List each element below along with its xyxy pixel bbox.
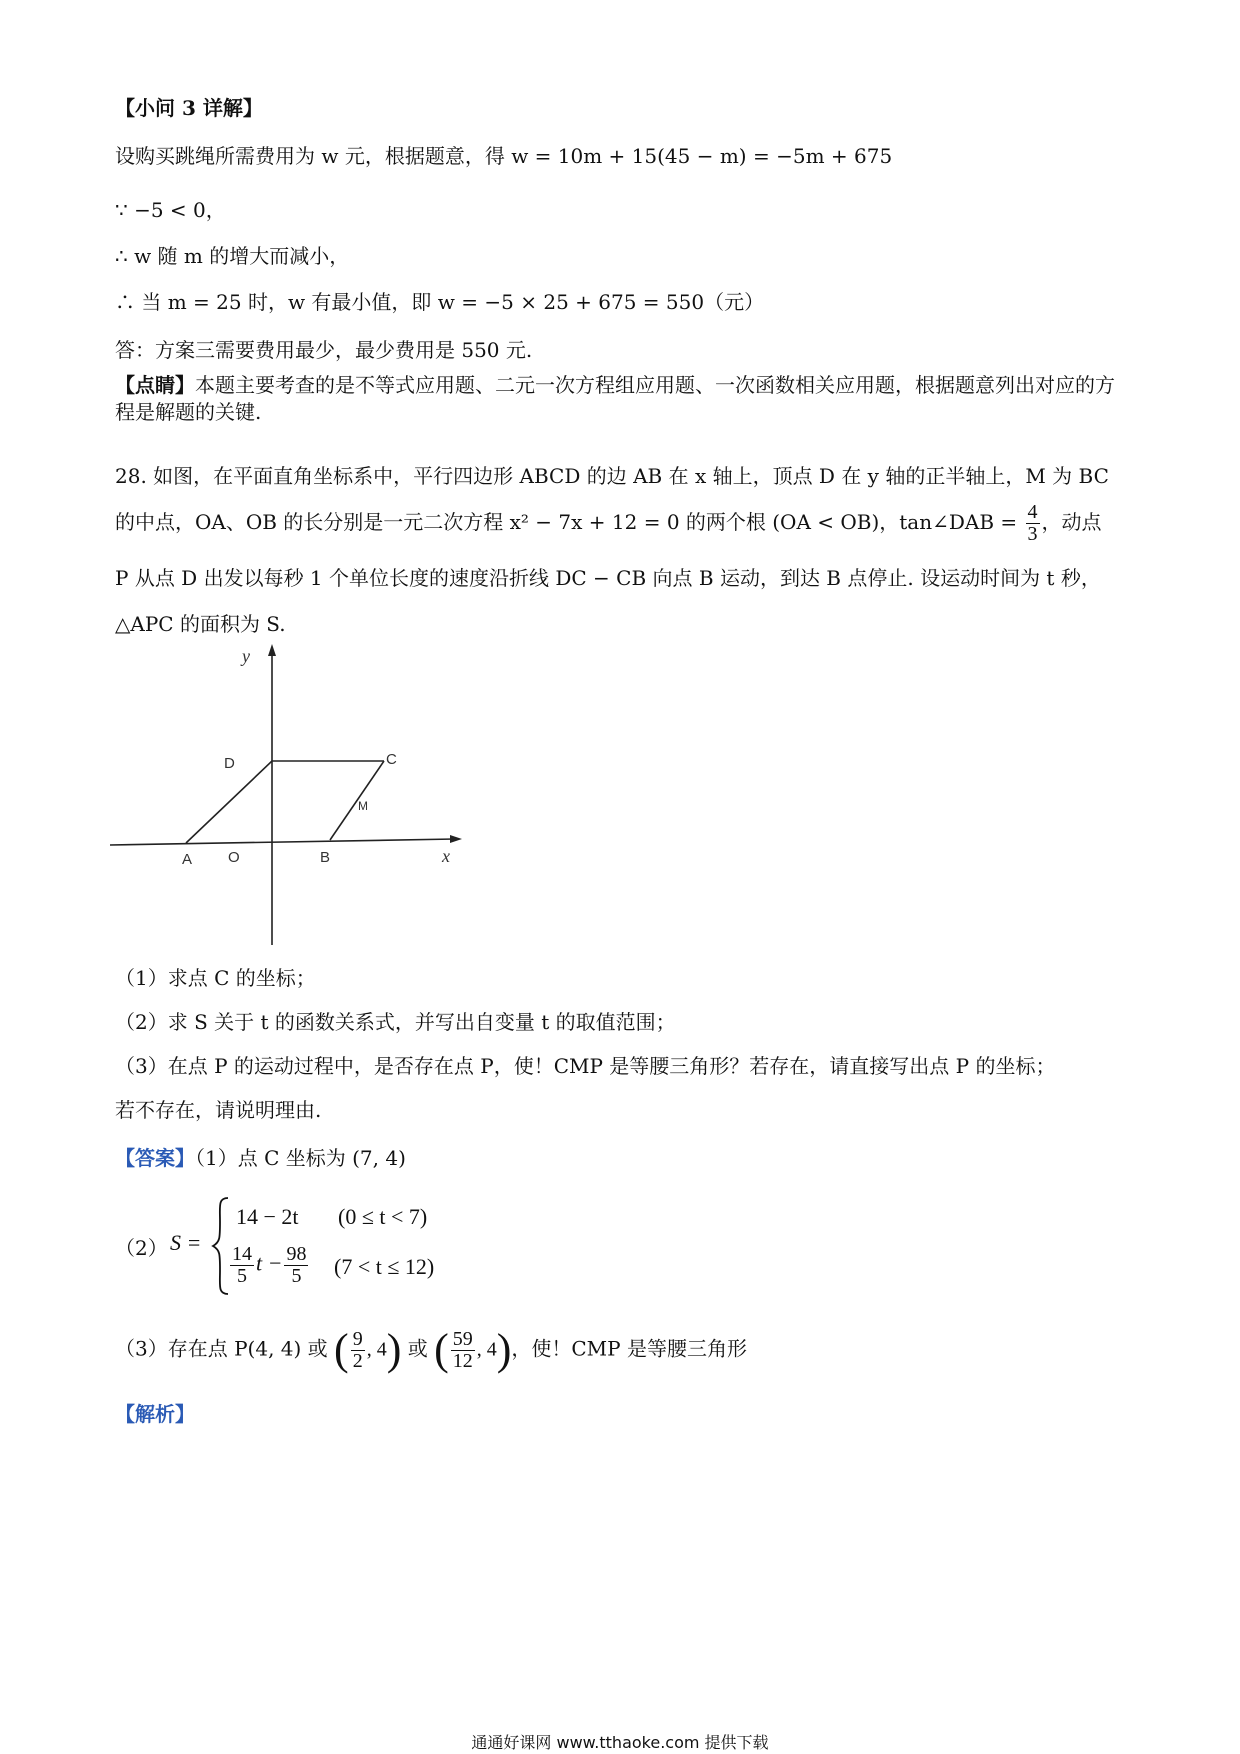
- label-o: O: [228, 849, 240, 866]
- coordinate-figure: [110, 640, 530, 970]
- min-value-statement: ∴ 当 m = 25 时，w 有最小值，即 w = −5 × 25 + 675 = 550（元）: [115, 290, 765, 314]
- piece1-range: (0 ≤ t < 7): [338, 1204, 428, 1229]
- edge-ad: [186, 761, 272, 843]
- piece2-expr: $\frac{14}{5}$ t − $\frac{98}{5}$: [232, 1243, 307, 1287]
- q28-line3: P 从点 D 出发以每秒 1 个单位长度的速度沿折线 DC − CB 向点 B 运动，到达 B 点停止. 设运动时间为 t 秒，: [115, 566, 1101, 590]
- answer-tag: 【答案】: [115, 1146, 195, 1170]
- analysis-tag: 【解析】: [115, 1402, 195, 1426]
- piece1-expr: 14 − 2t: [236, 1204, 299, 1229]
- answer-part1-text: （1）点 C 坐标为 (7, 4): [195, 1146, 406, 1170]
- x-axis-arrow: [450, 835, 462, 843]
- answer-statement: 答：方案三需要费用最少，最少费用是 550 元.: [115, 338, 533, 362]
- cost-equation: 设购买跳绳所需费用为 w 元，根据题意，得 w = 10m + 15(45 − m) = −5m + 675: [115, 144, 893, 168]
- label-b: B: [320, 849, 331, 866]
- x-axis: [110, 839, 455, 845]
- answer-part3-pre: （3）存在点 P(4, 4) 或: [115, 1336, 328, 1361]
- answer-part2-s: S =: [170, 1230, 202, 1255]
- label-c: C: [386, 751, 397, 768]
- part2-question: （2）求 S 关于 t 的函数关系式，并写出自变量 t 的取值范围；: [115, 1010, 676, 1034]
- answer-part3-post: ，使！CMP 是等腰三角形: [511, 1336, 747, 1361]
- part1-question: （1）求点 C 的坐标；: [115, 966, 316, 990]
- label-x: x: [442, 846, 450, 866]
- q28-line2: [115, 502, 1102, 545]
- part3-question: （3）在点 P 的运动过程中，是否存在点 P，使！CMP 是等腰三角形？若存在，请直接写出点 P 的坐标；: [115, 1054, 1056, 1078]
- comment-tag: 【点睛】: [115, 373, 195, 397]
- answer-part1: [115, 1148, 406, 1168]
- answer-part2-label: （2）: [115, 1236, 168, 1260]
- sub3-heading: 【小问 3 详解】: [115, 96, 263, 120]
- slope-negative: ∵ −5 < 0，: [115, 198, 226, 222]
- page-footer: 通通好课网 www.tthaoke.com 提供下载: [471, 1733, 769, 1752]
- comment-paragraph: [115, 372, 1130, 426]
- label-d: D: [224, 755, 235, 772]
- y-axis-arrow: [268, 644, 276, 656]
- q28-line1: 28. 如图，在平面直角坐标系中，平行四边形 ABCD 的边 AB 在 x 轴上，顶点 D 在 y 轴的正半轴上，M 为 BC: [115, 464, 1109, 488]
- q28-line2b: ，动点: [1041, 510, 1102, 534]
- answer-part3: （3）存在点 P(4, 4) 或 ( $\frac{9}{2}$ , 4) 或 ( $\frac{59}{12}$ , 4)，使！CMP 是等腰三角形: [115, 1325, 747, 1374]
- q28-line2a: 的中点，OA、OB 的长分别是一元二次方程 x² − 7x + 12 = 0 的两个根 (OA < OB)，tan∠DAB =: [115, 510, 1018, 534]
- part3-question-cont: 若不存在，请说明理由.: [115, 1098, 322, 1122]
- label-a: A: [182, 851, 193, 868]
- label-m: M: [358, 799, 368, 813]
- edge-cb: [330, 761, 384, 840]
- label-y: y: [242, 646, 250, 666]
- q28-line4: △APC 的面积为 S.: [115, 612, 286, 636]
- piece2-range: (7 < t ≤ 12): [334, 1254, 435, 1279]
- decreasing-statement: ∴ w 随 m 的增大而减小，: [115, 244, 350, 268]
- comment-text: 本题主要考查的是不等式应用题、二元一次方程组应用题、一次函数相关应用题，根据题意列出对应的方程是解题的关键.: [115, 373, 1115, 424]
- tan-fraction: $\frac{4}{3}$: [1027, 501, 1038, 545]
